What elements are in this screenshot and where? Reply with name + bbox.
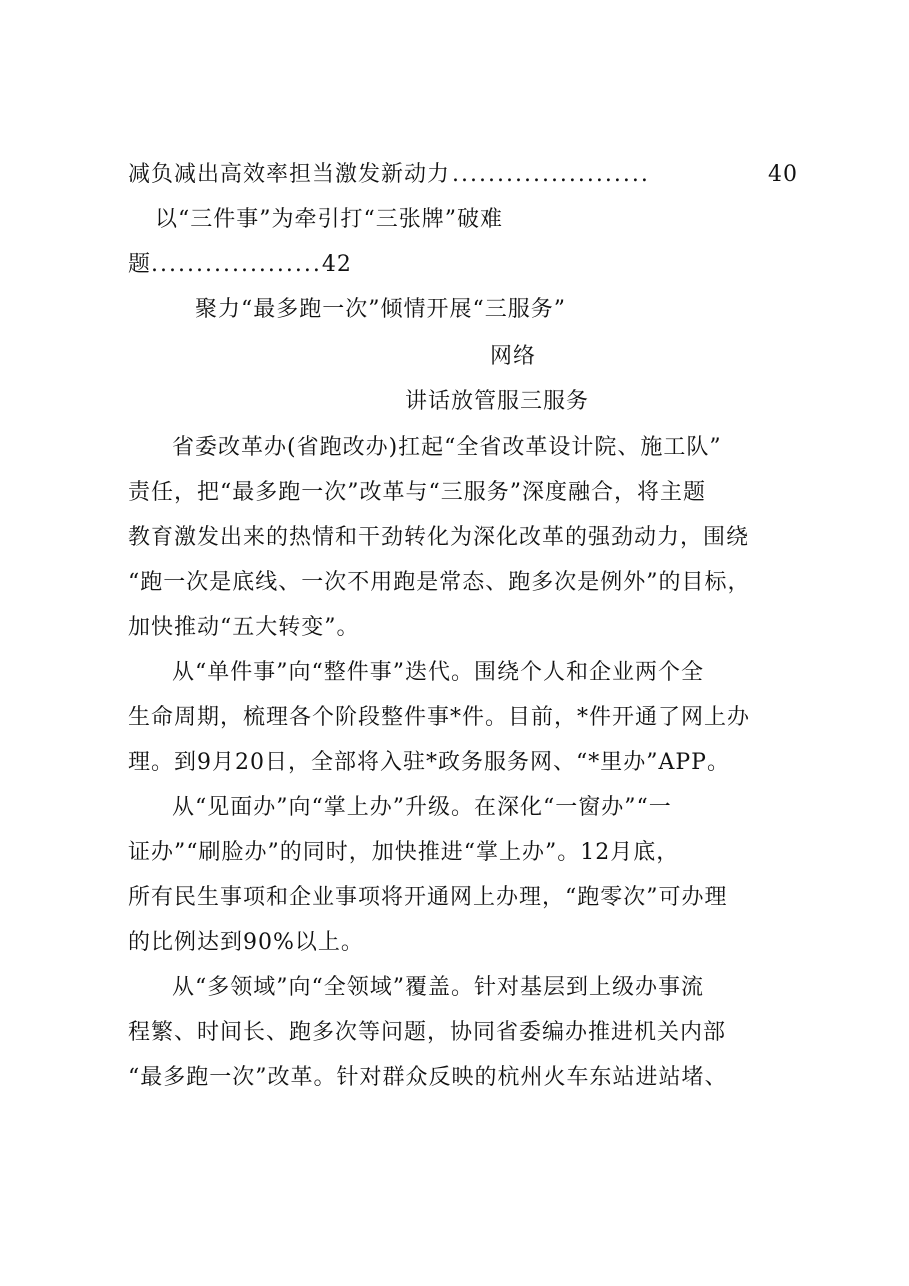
paragraph-line: 生命周期，梳理各个阶段整件事*件。目前，*件开通了网上办: [128, 705, 751, 730]
paragraph-line: 从“多领域”向“全领域”覆盖。针对基层到上级办事流: [172, 975, 704, 1000]
paragraph-line: 所有民生事项和企业事项将开通网上办理，“跑零次”可办理: [128, 885, 728, 910]
article-title-continued: 网络: [490, 344, 537, 369]
toc-leader-dots: ...................: [151, 252, 322, 277]
paragraph-line: 责任，把“最多跑一次”改革与“三服务”深度融合，将主题: [128, 480, 706, 505]
toc-entry-title-continued: 题: [128, 252, 152, 277]
paragraph-line: “最多跑一次”改革。针对群众反映的杭州火车东站进站堵、: [128, 1065, 728, 1090]
toc-page-number: 42: [321, 252, 352, 277]
toc-entry-title[interactable]: 以“三件事”为牵引打“三张牌”破难: [155, 207, 503, 232]
paragraph-line: 理。到9月20日，全部将入驻*政务服务网、“*里办”APP。: [128, 750, 730, 775]
paragraph-line: 从“单件事”向“整件事”迭代。围绕个人和企业两个全: [172, 660, 704, 685]
toc-page-number: 40: [768, 162, 798, 187]
paragraph-line: 的比例达到90%以上。: [128, 930, 364, 955]
paragraph-line: 加快推动“五大转变”。: [128, 615, 360, 640]
toc-entry[interactable]: [128, 160, 798, 190]
toc-leader-dots: ......................: [452, 162, 650, 187]
toc-entry-title: 减负减出高效率担当激发新动力: [128, 162, 451, 187]
paragraph-line: 从“见面办”向“掌上办”升级。在深化“一窗办”“一: [172, 795, 672, 820]
paragraph-line: 程繁、时间长、跑多次等问题，协同省委编办推进机关内部: [128, 1020, 727, 1045]
paragraph-line: 教育激发出来的热情和干劲转化为深化改革的强劲动力，围绕: [128, 525, 750, 550]
paragraph-line: “跑一次是底线、一次不用跑是常态、跑多次是例外”的目标，: [128, 570, 751, 595]
article-title: 聚力“最多跑一次”倾情开展“三服务”: [195, 297, 566, 322]
paragraph-line: 省委改革办(省跑改办)扛起“全省改革设计院、施工队”: [172, 435, 722, 460]
toc-entry[interactable]: [128, 250, 352, 280]
paragraph-line: 证办”“刷脸办”的同时，加快推进“掌上办”。12月底，: [128, 840, 680, 865]
article-subtitle: 讲话放管服三服务: [405, 389, 590, 414]
